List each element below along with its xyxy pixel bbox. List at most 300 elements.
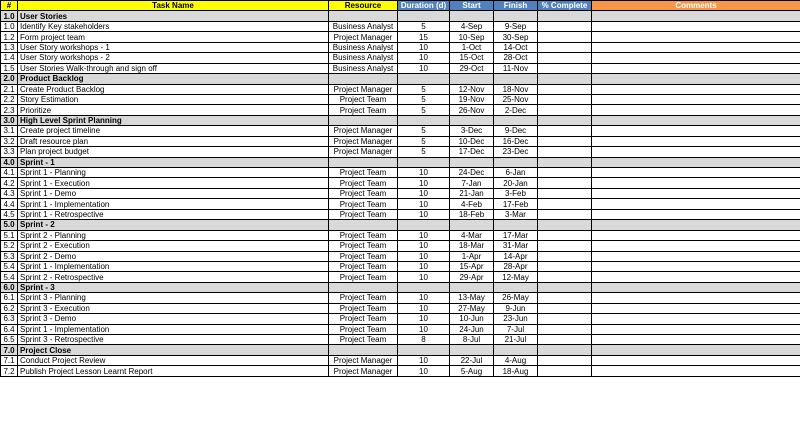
task-finish[interactable]: 11-Nov: [494, 63, 538, 73]
task-duration[interactable]: 10: [398, 188, 450, 198]
section-number[interactable]: 1.0: [1, 11, 18, 21]
task-percent-complete[interactable]: [538, 21, 592, 31]
task-resource[interactable]: Project Team: [329, 188, 398, 198]
section-empty-cell[interactable]: [538, 157, 592, 167]
task-finish[interactable]: 3-Mar: [494, 209, 538, 219]
task-start[interactable]: 4-Mar: [450, 230, 494, 240]
task-resource[interactable]: Project Manager: [329, 136, 398, 146]
task-finish[interactable]: 9-Jun: [494, 303, 538, 313]
section-empty-cell[interactable]: [450, 11, 494, 21]
task-comments[interactable]: [592, 188, 800, 198]
task-comments[interactable]: [592, 53, 800, 63]
section-empty-cell[interactable]: [592, 220, 800, 230]
task-row: [1, 366, 800, 376]
task-comments[interactable]: [592, 84, 800, 94]
task-comments[interactable]: [592, 178, 800, 188]
task-start[interactable]: 18-Mar: [450, 241, 494, 251]
section-empty-cell[interactable]: [450, 220, 494, 230]
section-empty-cell[interactable]: [494, 11, 538, 21]
task-resource[interactable]: Project Team: [329, 251, 398, 261]
task-name[interactable]: Sprint 3 - Retrospective: [18, 335, 329, 345]
section-empty-cell[interactable]: [538, 74, 592, 84]
task-duration[interactable]: 5: [398, 84, 450, 94]
task-number[interactable]: 1.4: [1, 53, 18, 63]
task-comments[interactable]: [592, 168, 800, 178]
task-start[interactable]: 22-Jul: [450, 355, 494, 365]
task-duration[interactable]: 10: [398, 241, 450, 251]
task-start[interactable]: 19-Nov: [450, 94, 494, 104]
task-finish[interactable]: 30-Sep: [494, 32, 538, 42]
task-comments[interactable]: [592, 94, 800, 104]
section-empty-cell[interactable]: [329, 282, 398, 292]
task-comments[interactable]: [592, 199, 800, 209]
task-start[interactable]: 13-May: [450, 293, 494, 303]
task-finish[interactable]: 9-Sep: [494, 21, 538, 31]
task-number[interactable]: 7.2: [1, 366, 18, 376]
task-duration[interactable]: 10: [398, 53, 450, 63]
section-empty-cell[interactable]: [398, 11, 450, 21]
task-percent-complete[interactable]: [538, 293, 592, 303]
task-start[interactable]: 7-Jan: [450, 178, 494, 188]
task-number[interactable]: 1.2: [1, 32, 18, 42]
task-percent-complete[interactable]: [538, 261, 592, 271]
task-resource[interactable]: Project Team: [329, 209, 398, 219]
task-percent-complete[interactable]: [538, 335, 592, 345]
section-empty-cell[interactable]: [329, 115, 398, 125]
section-empty-cell[interactable]: [398, 220, 450, 230]
task-duration[interactable]: 10: [398, 209, 450, 219]
task-name[interactable]: Prioritize: [18, 105, 329, 115]
section-empty-cell[interactable]: [329, 74, 398, 84]
task-number[interactable]: 6.3: [1, 314, 18, 324]
section-title[interactable]: High Level Sprint Planning: [18, 115, 329, 125]
task-duration[interactable]: 10: [398, 199, 450, 209]
task-resource[interactable]: Business Analyst: [329, 21, 398, 31]
task-percent-complete[interactable]: [538, 126, 592, 136]
task-number[interactable]: 1.5: [1, 63, 18, 73]
task-percent-complete[interactable]: [538, 366, 592, 376]
task-finish[interactable]: 23-Jun: [494, 314, 538, 324]
task-finish[interactable]: 17-Mar: [494, 230, 538, 240]
task-resource[interactable]: Project Team: [329, 199, 398, 209]
task-number[interactable]: 2.3: [1, 105, 18, 115]
task-finish[interactable]: 31-Mar: [494, 241, 538, 251]
section-empty-cell[interactable]: [329, 220, 398, 230]
task-duration[interactable]: 10: [398, 324, 450, 334]
section-empty-cell[interactable]: [538, 220, 592, 230]
task-row: [1, 314, 800, 324]
task-percent-complete[interactable]: [538, 324, 592, 334]
task-start[interactable]: 27-May: [450, 303, 494, 313]
task-resource[interactable]: Project Team: [329, 293, 398, 303]
task-resource[interactable]: Project Team: [329, 272, 398, 282]
task-start[interactable]: 5-Aug: [450, 366, 494, 376]
task-resource[interactable]: Project Manager: [329, 32, 398, 42]
section-empty-cell[interactable]: [494, 74, 538, 84]
task-duration[interactable]: 5: [398, 147, 450, 157]
task-comments[interactable]: [592, 32, 800, 42]
task-comments[interactable]: [592, 324, 800, 334]
task-resource[interactable]: Project Team: [329, 261, 398, 271]
task-name[interactable]: Sprint 3 - Execution: [18, 303, 329, 313]
task-finish[interactable]: 18-Nov: [494, 84, 538, 94]
task-row: [1, 230, 800, 240]
task-number[interactable]: 6.4: [1, 324, 18, 334]
task-name[interactable]: Sprint 3 - Demo: [18, 314, 329, 324]
task-resource[interactable]: Business Analyst: [329, 63, 398, 73]
task-name[interactable]: Story Estimation: [18, 94, 329, 104]
task-start[interactable]: 4-Feb: [450, 199, 494, 209]
task-comments[interactable]: [592, 42, 800, 52]
task-percent-complete[interactable]: [538, 84, 592, 94]
section-empty-cell[interactable]: [398, 115, 450, 125]
task-resource[interactable]: Project Team: [329, 94, 398, 104]
task-percent-complete[interactable]: [538, 251, 592, 261]
task-duration[interactable]: 5: [398, 94, 450, 104]
task-finish[interactable]: 28-Apr: [494, 261, 538, 271]
task-percent-complete[interactable]: [538, 136, 592, 146]
task-start[interactable]: 29-Apr: [450, 272, 494, 282]
task-comments[interactable]: [592, 230, 800, 240]
task-number[interactable]: 4.4: [1, 199, 18, 209]
task-resource[interactable]: Project Manager: [329, 355, 398, 365]
task-name[interactable]: Publish Project Lesson Learnt Report: [18, 366, 329, 376]
section-empty-cell[interactable]: [398, 157, 450, 167]
header-start[interactable]: Start: [450, 1, 494, 11]
task-start[interactable]: 17-Dec: [450, 147, 494, 157]
task-duration[interactable]: 10: [398, 261, 450, 271]
task-duration[interactable]: 10: [398, 230, 450, 240]
task-duration[interactable]: 10: [398, 42, 450, 52]
task-start[interactable]: 4-Sep: [450, 21, 494, 31]
task-start[interactable]: 26-Nov: [450, 105, 494, 115]
task-finish[interactable]: 3-Feb: [494, 188, 538, 198]
task-comments[interactable]: [592, 355, 800, 365]
header-num[interactable]: #: [1, 1, 18, 11]
task-comments[interactable]: [592, 251, 800, 261]
task-percent-complete[interactable]: [538, 105, 592, 115]
task-name[interactable]: User Story workshops - 1: [18, 42, 329, 52]
task-duration[interactable]: 15: [398, 32, 450, 42]
section-empty-cell[interactable]: [329, 345, 398, 355]
task-percent-complete[interactable]: [538, 230, 592, 240]
task-start[interactable]: 10-Jun: [450, 314, 494, 324]
task-number[interactable]: 2.1: [1, 84, 18, 94]
task-number[interactable]: 5.3: [1, 251, 18, 261]
section-title[interactable]: Product Backlog: [18, 74, 329, 84]
section-empty-cell[interactable]: [494, 157, 538, 167]
task-resource[interactable]: Project Team: [329, 303, 398, 313]
task-number[interactable]: 6.5: [1, 335, 18, 345]
task-start[interactable]: 12-Nov: [450, 84, 494, 94]
section-empty-cell[interactable]: [592, 11, 800, 21]
task-comments[interactable]: [592, 366, 800, 376]
task-start[interactable]: 18-Feb: [450, 209, 494, 219]
task-number[interactable]: 4.2: [1, 178, 18, 188]
section-empty-cell[interactable]: [450, 74, 494, 84]
task-comments[interactable]: [592, 293, 800, 303]
header-task-name[interactable]: Task Name: [18, 1, 329, 11]
section-number[interactable]: 6.0: [1, 282, 18, 292]
task-number[interactable]: 5.1: [1, 230, 18, 240]
task-percent-complete[interactable]: [538, 188, 592, 198]
task-resource[interactable]: Project Manager: [329, 147, 398, 157]
task-name[interactable]: Plan project budget: [18, 147, 329, 157]
section-title[interactable]: Sprint - 2: [18, 220, 329, 230]
task-name[interactable]: Create Product Backlog: [18, 84, 329, 94]
task-percent-complete[interactable]: [538, 32, 592, 42]
task-start[interactable]: 3-Dec: [450, 126, 494, 136]
section-empty-cell[interactable]: [538, 115, 592, 125]
task-start[interactable]: 29-Oct: [450, 63, 494, 73]
section-empty-cell[interactable]: [450, 115, 494, 125]
task-row: [1, 21, 800, 31]
task-comments[interactable]: [592, 335, 800, 345]
task-finish[interactable]: 21-Jul: [494, 335, 538, 345]
section-row: [1, 115, 800, 125]
task-number[interactable]: 4.3: [1, 188, 18, 198]
section-title[interactable]: Sprint - 1: [18, 157, 329, 167]
section-number[interactable]: 4.0: [1, 157, 18, 167]
section-empty-cell[interactable]: [398, 74, 450, 84]
task-name[interactable]: Sprint 3 - Planning: [18, 293, 329, 303]
task-start[interactable]: 21-Jan: [450, 188, 494, 198]
task-finish[interactable]: 4-Aug: [494, 355, 538, 365]
task-name[interactable]: Form project team: [18, 32, 329, 42]
task-duration[interactable]: 10: [398, 272, 450, 282]
task-name[interactable]: Sprint 1 - Execution: [18, 178, 329, 188]
task-percent-complete[interactable]: [538, 209, 592, 219]
section-title[interactable]: Project Close: [18, 345, 329, 355]
section-empty-cell[interactable]: [538, 345, 592, 355]
section-empty-cell[interactable]: [398, 282, 450, 292]
task-number[interactable]: 5.2: [1, 241, 18, 251]
task-name[interactable]: Sprint 1 - Implementation: [18, 199, 329, 209]
section-empty-cell[interactable]: [494, 220, 538, 230]
section-title[interactable]: User Stories: [18, 11, 329, 21]
task-comments[interactable]: [592, 303, 800, 313]
task-number[interactable]: 1.3: [1, 42, 18, 52]
task-number[interactable]: 7.1: [1, 355, 18, 365]
task-comments[interactable]: [592, 126, 800, 136]
task-comments[interactable]: [592, 147, 800, 157]
section-empty-cell[interactable]: [538, 282, 592, 292]
task-duration[interactable]: 10: [398, 63, 450, 73]
task-name[interactable]: Sprint 1 - Planning: [18, 168, 329, 178]
task-percent-complete[interactable]: [538, 355, 592, 365]
task-resource[interactable]: Project Team: [329, 324, 398, 334]
task-name[interactable]: Sprint 1 - Retrospective: [18, 209, 329, 219]
task-percent-complete[interactable]: [538, 314, 592, 324]
section-title[interactable]: Sprint - 3: [18, 282, 329, 292]
task-comments[interactable]: [592, 105, 800, 115]
task-start[interactable]: 10-Dec: [450, 136, 494, 146]
task-start[interactable]: 10-Sep: [450, 32, 494, 42]
task-duration[interactable]: 10: [398, 355, 450, 365]
task-percent-complete[interactable]: [538, 94, 592, 104]
task-resource[interactable]: Project Manager: [329, 84, 398, 94]
task-name[interactable]: Conduct Project Review: [18, 355, 329, 365]
task-name[interactable]: User Story workshops - 2: [18, 53, 329, 63]
section-empty-cell[interactable]: [592, 157, 800, 167]
task-number[interactable]: 5.4: [1, 272, 18, 282]
task-name[interactable]: Sprint 2 - Retrospective: [18, 272, 329, 282]
task-row: [1, 209, 800, 219]
task-name[interactable]: Sprint 2 - Execution: [18, 241, 329, 251]
task-finish[interactable]: 6-Jan: [494, 168, 538, 178]
task-duration[interactable]: 5: [398, 105, 450, 115]
task-comments[interactable]: [592, 136, 800, 146]
section-empty-cell[interactable]: [450, 157, 494, 167]
section-empty-cell[interactable]: [450, 282, 494, 292]
task-number[interactable]: 3.3: [1, 147, 18, 157]
task-finish[interactable]: 23-Dec: [494, 147, 538, 157]
task-duration[interactable]: 5: [398, 21, 450, 31]
task-start[interactable]: 1-Apr: [450, 251, 494, 261]
task-resource[interactable]: Project Team: [329, 178, 398, 188]
task-comments[interactable]: [592, 241, 800, 251]
task-resource[interactable]: Project Team: [329, 314, 398, 324]
task-number[interactable]: 2.2: [1, 94, 18, 104]
task-finish[interactable]: 25-Nov: [494, 94, 538, 104]
task-duration[interactable]: 10: [398, 178, 450, 188]
task-resource[interactable]: Project Team: [329, 168, 398, 178]
header-duration[interactable]: Duration (d): [398, 1, 450, 11]
task-start[interactable]: 15-Apr: [450, 261, 494, 271]
task-finish[interactable]: 14-Oct: [494, 42, 538, 52]
task-name[interactable]: Sprint 2 - Demo: [18, 251, 329, 261]
header-comments[interactable]: Comments: [592, 1, 800, 11]
header-resource[interactable]: Resource: [329, 1, 398, 11]
task-finish[interactable]: 20-Jan: [494, 178, 538, 188]
section-number[interactable]: 2.0: [1, 74, 18, 84]
task-number[interactable]: 6.2: [1, 303, 18, 313]
section-empty-cell[interactable]: [538, 11, 592, 21]
task-finish[interactable]: 2-Dec: [494, 105, 538, 115]
task-percent-complete[interactable]: [538, 178, 592, 188]
task-name[interactable]: Create project timeline: [18, 126, 329, 136]
task-percent-complete[interactable]: [538, 147, 592, 157]
task-row: [1, 32, 800, 42]
header-percent-complete[interactable]: % Complete: [538, 1, 592, 11]
task-duration[interactable]: 10: [398, 168, 450, 178]
task-percent-complete[interactable]: [538, 199, 592, 209]
task-percent-complete[interactable]: [538, 53, 592, 63]
section-number[interactable]: 7.0: [1, 345, 18, 355]
task-row: [1, 355, 800, 365]
task-number[interactable]: 4.5: [1, 209, 18, 219]
task-name[interactable]: Sprint 2 - Planning: [18, 230, 329, 240]
section-number[interactable]: 5.0: [1, 220, 18, 230]
section-empty-cell[interactable]: [450, 345, 494, 355]
task-duration[interactable]: 10: [398, 314, 450, 324]
section-empty-cell[interactable]: [494, 345, 538, 355]
section-empty-cell[interactable]: [329, 157, 398, 167]
task-finish[interactable]: 16-Dec: [494, 136, 538, 146]
task-duration[interactable]: 5: [398, 126, 450, 136]
task-finish[interactable]: 7-Jul: [494, 324, 538, 334]
task-finish[interactable]: 12-May: [494, 272, 538, 282]
task-resource[interactable]: Project Manager: [329, 366, 398, 376]
task-percent-complete[interactable]: [538, 63, 592, 73]
task-number[interactable]: 3.2: [1, 136, 18, 146]
task-finish[interactable]: 17-Feb: [494, 199, 538, 209]
task-finish[interactable]: 18-Aug: [494, 366, 538, 376]
task-percent-complete[interactable]: [538, 168, 592, 178]
task-row: [1, 168, 800, 178]
task-duration[interactable]: 10: [398, 251, 450, 261]
section-empty-cell[interactable]: [494, 115, 538, 125]
task-start[interactable]: 24-Dec: [450, 168, 494, 178]
task-number[interactable]: 5.4: [1, 261, 18, 271]
task-number[interactable]: 6.1: [1, 293, 18, 303]
task-duration[interactable]: 10: [398, 303, 450, 313]
task-resource[interactable]: Project Manager: [329, 126, 398, 136]
task-comments[interactable]: [592, 261, 800, 271]
task-duration[interactable]: 10: [398, 293, 450, 303]
header-finish[interactable]: Finish: [494, 1, 538, 11]
task-resource[interactable]: Project Team: [329, 241, 398, 251]
task-number[interactable]: 3.1: [1, 126, 18, 136]
task-name[interactable]: Identify Key stakeholders: [18, 21, 329, 31]
task-resource[interactable]: Project Team: [329, 105, 398, 115]
task-name[interactable]: Draft resource plan: [18, 136, 329, 146]
task-finish[interactable]: 14-Apr: [494, 251, 538, 261]
section-number[interactable]: 3.0: [1, 115, 18, 125]
task-finish[interactable]: 9-Dec: [494, 126, 538, 136]
section-empty-cell[interactable]: [592, 74, 800, 84]
task-comments[interactable]: [592, 63, 800, 73]
task-comments[interactable]: [592, 314, 800, 324]
task-finish[interactable]: 28-Oct: [494, 53, 538, 63]
task-start[interactable]: 8-Jul: [450, 335, 494, 345]
task-name[interactable]: Sprint 1 - Implementation: [18, 261, 329, 271]
section-empty-cell[interactable]: [592, 115, 800, 125]
task-percent-complete[interactable]: [538, 303, 592, 313]
task-finish[interactable]: 26-May: [494, 293, 538, 303]
task-start[interactable]: 1-Oct: [450, 42, 494, 52]
task-percent-complete[interactable]: [538, 42, 592, 52]
task-number[interactable]: 4.1: [1, 168, 18, 178]
task-number[interactable]: 1.0: [1, 21, 18, 31]
section-empty-cell[interactable]: [398, 345, 450, 355]
task-name[interactable]: Sprint 1 - Demo: [18, 188, 329, 198]
task-comments[interactable]: [592, 21, 800, 31]
task-percent-complete[interactable]: [538, 241, 592, 251]
task-name[interactable]: User Stories Walk-through and sign off: [18, 63, 329, 73]
task-resource[interactable]: Project Team: [329, 335, 398, 345]
section-empty-cell[interactable]: [592, 282, 800, 292]
task-duration[interactable]: 5: [398, 136, 450, 146]
task-comments[interactable]: [592, 209, 800, 219]
task-start[interactable]: 15-Oct: [450, 53, 494, 63]
task-comments[interactable]: [592, 272, 800, 282]
section-empty-cell[interactable]: [592, 345, 800, 355]
task-row: [1, 136, 800, 146]
task-row: [1, 126, 800, 136]
section-empty-cell[interactable]: [494, 282, 538, 292]
task-row: [1, 293, 800, 303]
task-start[interactable]: 24-Jun: [450, 324, 494, 334]
task-duration[interactable]: 8: [398, 335, 450, 345]
section-empty-cell[interactable]: [329, 11, 398, 21]
task-resource[interactable]: Business Analyst: [329, 42, 398, 52]
task-name[interactable]: Sprint 1 - Implementation: [18, 324, 329, 334]
task-duration[interactable]: 10: [398, 366, 450, 376]
task-resource[interactable]: Project Team: [329, 230, 398, 240]
task-percent-complete[interactable]: [538, 272, 592, 282]
task-resource[interactable]: Business Analyst: [329, 53, 398, 63]
